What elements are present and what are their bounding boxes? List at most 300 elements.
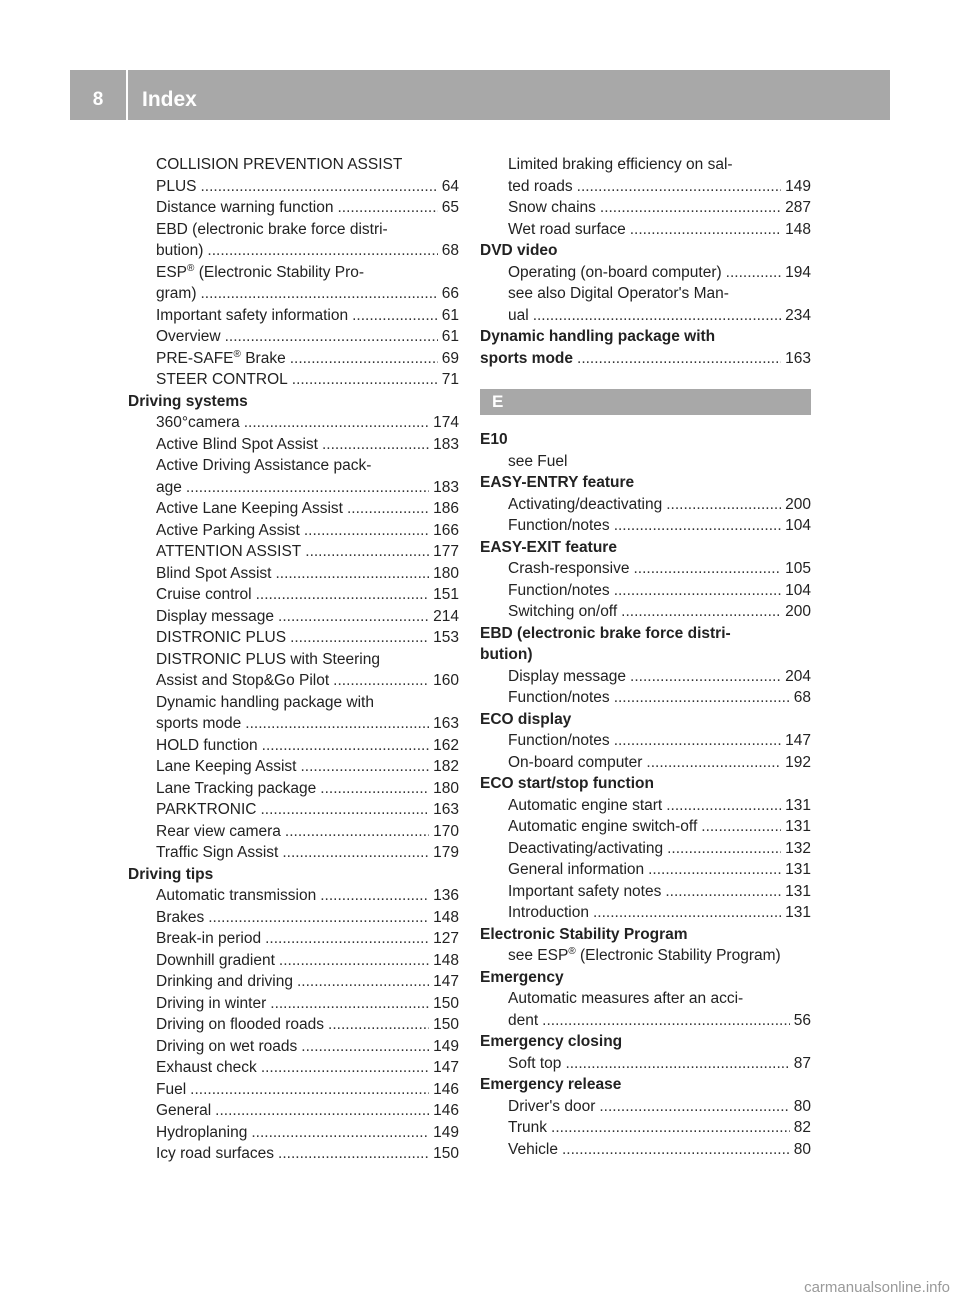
index-subentry <box>128 928 459 950</box>
entry-text <box>508 1096 595 1118</box>
page-ref: 160 <box>433 672 459 689</box>
page-ref: 69 <box>441 349 459 367</box>
entry-label: Driving systems <box>128 392 248 410</box>
page-ref: 87 <box>793 1054 811 1072</box>
entry-text <box>508 752 642 774</box>
entry-label: Overview <box>156 328 221 345</box>
page-ref: 149 <box>785 177 811 195</box>
page-ref: 131 <box>785 796 811 814</box>
entry-text <box>156 264 364 281</box>
page-ref: 182 <box>433 758 459 775</box>
entry-label: Driving tips <box>128 865 214 883</box>
entry-text <box>128 393 248 410</box>
index-subentry <box>128 907 459 929</box>
index-subentry <box>128 305 459 327</box>
entry-label: General <box>156 1102 212 1119</box>
index-entry <box>480 623 811 645</box>
entry-label: sports mode <box>480 349 574 367</box>
entry-label: Driving on flooded roads <box>156 1016 325 1033</box>
index-subentry <box>480 580 811 602</box>
index-subentry <box>128 369 459 391</box>
entry-text <box>156 928 261 950</box>
entry-text <box>156 283 196 305</box>
entry-text <box>156 584 252 606</box>
index-subentry <box>480 795 811 817</box>
page-ref: 61 <box>441 328 459 345</box>
entry-text <box>508 176 573 198</box>
index-subentry <box>480 752 811 774</box>
leader-dots <box>328 1014 429 1036</box>
entry-text <box>508 947 781 964</box>
entry-text <box>508 558 629 580</box>
entry-label: PARKTRONIC <box>156 801 257 818</box>
entry-label-cont: (Electronic Stability Program) <box>575 947 781 964</box>
index-subentry <box>128 950 459 972</box>
leader-dots <box>260 799 429 821</box>
page-ref: 132 <box>785 839 811 857</box>
entry-label: Traffic Sign Assist <box>156 844 279 861</box>
entry-label: Display message <box>508 667 627 685</box>
registered-mark: ® <box>187 262 195 274</box>
entry-text <box>156 821 281 843</box>
page-ref: 177 <box>433 543 459 560</box>
entry-text <box>508 601 617 623</box>
index-subentry <box>480 730 811 752</box>
entry-label: Lane Tracking package <box>156 779 317 797</box>
entry-label: Electronic Stability Program <box>480 925 688 943</box>
leader-dots <box>667 838 781 860</box>
page-ref: 162 <box>433 736 459 754</box>
index-subentry <box>128 1057 459 1079</box>
entry-text <box>156 1122 247 1144</box>
index-subentry <box>480 262 811 284</box>
entry-text <box>480 969 564 986</box>
index-subentry <box>128 541 459 563</box>
entry-label: Switching on/off <box>508 603 618 620</box>
entry-text <box>156 1014 324 1036</box>
entry-label: STEER CONTROL <box>156 371 288 388</box>
index-subentry <box>128 842 459 864</box>
leader-dots <box>593 902 781 924</box>
entry-label: E10 <box>480 431 508 448</box>
index-subentry <box>128 348 459 370</box>
index-subentry <box>128 885 459 907</box>
page-ref: 131 <box>785 882 811 900</box>
index-subentry <box>128 821 459 843</box>
leader-dots <box>265 928 429 950</box>
page-ref: 153 <box>433 629 459 646</box>
entry-text <box>480 711 571 728</box>
entry-label: Drinking and driving <box>156 973 293 990</box>
entry-text <box>156 606 274 628</box>
entry-text <box>156 651 380 668</box>
page-ref: 146 <box>433 1080 459 1098</box>
entry-label: Active Driving Assistance pack- <box>156 457 372 474</box>
entry-label: Function/notes <box>508 517 610 534</box>
entry-text <box>508 197 596 219</box>
entry-text <box>156 627 286 649</box>
leader-dots <box>285 821 429 843</box>
leader-dots <box>347 498 429 520</box>
index-subentry <box>128 1122 459 1144</box>
index-subentry <box>128 756 459 778</box>
entry-text <box>156 1100 211 1122</box>
index-subentry <box>480 515 811 537</box>
leader-dots <box>322 434 429 456</box>
entry-label: Emergency <box>480 968 564 986</box>
entry-label: Emergency closing <box>480 1033 623 1050</box>
entry-text <box>156 369 288 391</box>
leader-dots <box>320 778 429 800</box>
leader-dots <box>225 326 438 348</box>
leader-dots <box>726 262 781 284</box>
page-ref: 148 <box>785 220 811 238</box>
index-subentry <box>128 778 459 800</box>
entry-label: PRE-SAFE <box>156 349 234 367</box>
entry-text <box>156 1036 297 1058</box>
index-subentry <box>480 1053 811 1075</box>
entry-label: COLLISION PREVENTION ASSIST <box>156 156 403 173</box>
index-subentry <box>128 993 459 1015</box>
leader-dots <box>630 666 781 688</box>
page-ref: 131 <box>785 904 811 921</box>
entry-label: Active Blind Spot Assist <box>156 435 318 453</box>
entry-label: ESP <box>156 263 188 281</box>
index-entry <box>480 644 811 666</box>
index-subentry <box>480 859 811 881</box>
entry-text <box>508 156 733 173</box>
index-subentry <box>128 520 459 542</box>
footer-watermark: carmanualsonline.info <box>804 1279 950 1296</box>
leader-dots <box>201 176 438 198</box>
index-column-left <box>128 154 459 1165</box>
entry-text <box>156 1143 274 1165</box>
leader-dots <box>665 881 781 903</box>
page-ref: 65 <box>441 199 459 216</box>
index-entry <box>480 1074 811 1096</box>
entry-label: bution) <box>480 646 533 663</box>
leader-dots <box>333 670 429 692</box>
index-subentry <box>128 240 459 262</box>
entry-text <box>156 477 182 499</box>
entry-text <box>156 1079 186 1101</box>
entry-label: DVD video <box>480 242 558 259</box>
entry-text <box>480 625 731 642</box>
entry-label: see ESP <box>508 947 569 964</box>
page-ref: 179 <box>433 844 459 861</box>
page-ref: 183 <box>433 478 459 496</box>
leader-dots <box>630 219 781 241</box>
entry-text <box>508 1139 558 1161</box>
entry-label: On-board computer <box>508 753 643 771</box>
leader-dots <box>352 305 438 327</box>
entry-label: see also Digital Operator's Man- <box>508 285 729 302</box>
leader-dots <box>304 520 429 542</box>
index-subentry <box>128 627 459 649</box>
leader-dots <box>614 515 781 537</box>
entry-label: Active Parking Assist <box>156 521 300 539</box>
entry-text <box>156 457 371 474</box>
index-subentry <box>128 498 459 520</box>
entry-label: Driving in winter <box>156 994 267 1012</box>
entry-label: Cruise control <box>156 586 252 603</box>
page-ref: 151 <box>433 586 459 603</box>
leader-dots <box>320 885 429 907</box>
index-subentry <box>480 601 811 623</box>
index-subentry <box>480 881 811 903</box>
header-divider <box>126 70 128 120</box>
leader-dots <box>270 993 429 1015</box>
entry-text <box>508 453 567 470</box>
leader-dots <box>562 1139 790 1161</box>
entry-text <box>156 971 293 993</box>
entry-text <box>508 305 529 327</box>
leader-dots <box>278 606 429 628</box>
index-subentry <box>480 816 811 838</box>
leader-dots <box>245 713 429 735</box>
index-entry <box>480 924 811 946</box>
entry-label: DISTRONIC PLUS <box>156 629 287 646</box>
index-entry <box>128 864 459 886</box>
entry-label: Trunk <box>508 1119 548 1136</box>
page-ref: 149 <box>433 1123 459 1141</box>
leader-dots <box>577 348 781 370</box>
entry-label: Crash-responsive <box>508 560 630 577</box>
page-ref: 66 <box>441 285 459 302</box>
leader-dots <box>565 1053 789 1075</box>
page-title: Index <box>142 88 197 111</box>
index-subentry <box>128 735 459 757</box>
entry-text <box>508 730 610 752</box>
entry-text <box>156 1057 257 1079</box>
entry-text <box>156 156 402 173</box>
entry-label: Important safety information <box>156 306 349 324</box>
entry-label: Activating/deactivating <box>508 495 663 513</box>
index-subentry <box>480 1010 811 1032</box>
page-ref: 56 <box>793 1011 811 1029</box>
entry-text <box>480 474 634 491</box>
index-subentry <box>480 945 811 967</box>
index-entry <box>480 348 811 370</box>
entry-text <box>508 219 626 241</box>
leader-dots <box>275 563 429 585</box>
leader-dots <box>207 240 437 262</box>
page-ref: 104 <box>785 581 811 599</box>
page-ref: 214 <box>433 607 459 625</box>
entry-label: sports mode <box>156 715 242 732</box>
index-subentry <box>128 1079 459 1101</box>
entry-text <box>508 494 662 516</box>
entry-label: Blind Spot Assist <box>156 564 272 582</box>
entry-text <box>508 1010 538 1032</box>
index-subentry <box>128 1100 459 1122</box>
page-ref: 194 <box>785 263 811 281</box>
entry-text <box>128 866 213 883</box>
page-ref: 146 <box>433 1102 459 1119</box>
index-subentry <box>128 412 459 434</box>
entry-text <box>508 990 743 1007</box>
entry-label: Icy road surfaces <box>156 1145 275 1162</box>
leader-dots <box>244 412 429 434</box>
leader-dots <box>338 197 438 219</box>
entry-text <box>156 907 204 929</box>
leader-dots <box>282 842 429 864</box>
index-subentry <box>128 649 459 671</box>
entry-label: General information <box>508 861 645 878</box>
leader-dots <box>701 816 781 838</box>
page-ref: 192 <box>785 753 811 771</box>
index-subentry <box>128 799 459 821</box>
index-subentry <box>128 1036 459 1058</box>
index-subentry <box>480 176 811 198</box>
index-subentry <box>128 971 459 993</box>
entry-label: Automatic measures after an acci- <box>508 990 744 1007</box>
entry-label: ECO start/stop function <box>480 775 654 792</box>
entry-label: Operating (on-board computer) <box>508 263 722 281</box>
entry-text <box>480 348 573 370</box>
page-ref: 136 <box>433 887 459 904</box>
index-subentry <box>480 666 811 688</box>
leader-dots <box>200 283 437 305</box>
entry-text <box>480 242 558 259</box>
entry-text <box>156 221 388 238</box>
entry-text <box>508 1053 561 1075</box>
leader-dots <box>279 950 429 972</box>
leader-dots <box>614 580 781 602</box>
page-ref: 180 <box>433 779 459 797</box>
index-entry <box>480 429 811 451</box>
entry-label: Deactivating/activating <box>508 839 664 857</box>
entry-label: Function/notes <box>508 732 610 749</box>
entry-text <box>156 670 329 692</box>
index-subentry <box>480 219 811 241</box>
page-ref: 180 <box>433 564 459 582</box>
entry-text <box>156 842 278 864</box>
entry-label: Automatic engine start <box>508 796 663 814</box>
page-number: 8 <box>92 89 104 110</box>
page-ref: 147 <box>433 973 459 990</box>
entry-label: Lane Keeping Assist <box>156 758 297 775</box>
leader-dots <box>186 477 429 499</box>
entry-text <box>156 197 334 219</box>
index-subentry <box>128 606 459 628</box>
page-ref: 80 <box>793 1140 811 1158</box>
entry-label-cont: Brake <box>240 349 286 367</box>
page-ref: 166 <box>433 521 459 539</box>
leader-dots <box>262 735 429 757</box>
leader-dots <box>666 795 781 817</box>
leader-dots <box>290 627 429 649</box>
leader-dots <box>666 494 781 516</box>
entry-text <box>156 756 296 778</box>
index-entry <box>480 240 811 262</box>
page-ref: 148 <box>433 951 459 969</box>
index-subentry <box>480 283 811 305</box>
page-ref: 163 <box>433 801 459 818</box>
entry-text <box>156 885 316 907</box>
page-ref: 105 <box>785 560 811 577</box>
letter-section-header: E <box>480 389 811 415</box>
entry-label: Active Lane Keeping Assist <box>156 500 343 517</box>
leader-dots <box>577 176 781 198</box>
entry-text <box>156 240 203 262</box>
index-subentry <box>480 687 811 709</box>
index-subentry <box>128 283 459 305</box>
entry-text <box>156 694 374 711</box>
entry-label: Fuel <box>156 1080 187 1098</box>
entry-label: ted roads <box>508 177 573 195</box>
index-subentry <box>128 219 459 241</box>
index-subentry <box>128 197 459 219</box>
registered-mark: ® <box>568 945 576 957</box>
entry-label: see Fuel <box>508 452 568 470</box>
page-ref: 234 <box>785 306 811 324</box>
entry-label: Rear view camera <box>156 822 281 840</box>
index-entry <box>480 537 811 559</box>
index-subentry <box>128 262 459 284</box>
leader-dots <box>600 197 781 219</box>
index-subentry <box>480 558 811 580</box>
entry-label: Important safety notes <box>508 882 662 900</box>
page-ref: 163 <box>433 715 459 732</box>
entry-label: 360°camera <box>156 414 240 431</box>
page-ref: 82 <box>793 1119 811 1136</box>
page-ref: 68 <box>441 242 459 259</box>
index-entry <box>480 1031 811 1053</box>
leader-dots <box>256 584 430 606</box>
index-subentry <box>128 455 459 477</box>
entry-label: Downhill gradient <box>156 951 275 969</box>
leader-dots <box>190 1079 429 1101</box>
leader-dots <box>208 907 429 929</box>
entry-label: Driver's door <box>508 1097 596 1115</box>
entry-label: Driving on wet roads <box>156 1037 298 1055</box>
entry-text <box>156 563 271 585</box>
page-ref: 80 <box>793 1097 811 1115</box>
entry-label: ATTENTION ASSIST <box>156 543 302 560</box>
index-subentry <box>480 1117 811 1139</box>
entry-label: Vehicle <box>508 1140 558 1158</box>
index-entry <box>128 391 459 413</box>
entry-text <box>156 434 318 456</box>
entry-label: Dynamic handling package with <box>156 693 374 711</box>
entry-label: EASY-EXIT feature <box>480 538 617 556</box>
entry-label: Wet road surface <box>508 220 626 238</box>
entry-text <box>156 348 286 370</box>
page-ref: 174 <box>433 414 459 431</box>
entry-label: Limited braking efficiency on sal- <box>508 156 733 173</box>
entry-label: Automatic transmission <box>156 887 317 904</box>
leader-dots <box>297 971 429 993</box>
index-subentry <box>480 1096 811 1118</box>
index-subentry <box>480 154 811 176</box>
entry-label: Brakes <box>156 908 205 926</box>
leader-dots <box>614 730 781 752</box>
index-subentry <box>128 434 459 456</box>
entry-label: Soft top <box>508 1054 562 1072</box>
entry-text <box>508 580 610 602</box>
index-subentry <box>128 176 459 198</box>
entry-label: EBD (electronic brake force distri- <box>156 220 388 238</box>
entry-label: Introduction <box>508 904 589 921</box>
entry-text <box>480 328 715 345</box>
page-ref: 127 <box>433 930 459 947</box>
leader-dots <box>290 348 438 370</box>
index-subentry <box>480 902 811 924</box>
index-subentry <box>128 670 459 692</box>
page-ref: 68 <box>793 689 811 706</box>
page-ref: 104 <box>785 517 811 534</box>
